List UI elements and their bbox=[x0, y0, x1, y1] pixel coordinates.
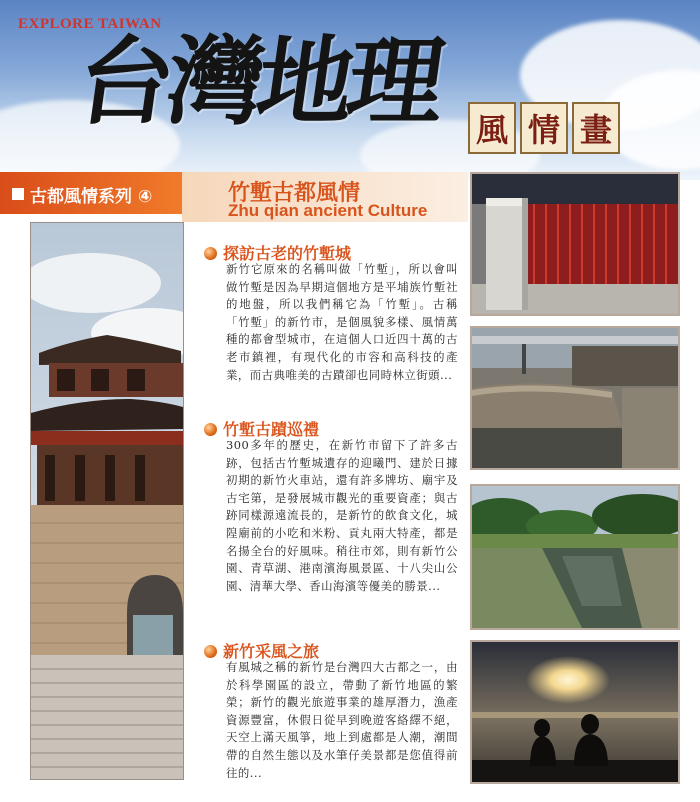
sunset-silhouette-photo bbox=[470, 640, 680, 784]
page-title: 台灣地理 bbox=[70, 25, 447, 138]
brand-label: EXPLORE TAIWAN bbox=[18, 16, 162, 32]
stone-monument-photo bbox=[470, 326, 680, 470]
title-tag-3: 畫 bbox=[572, 102, 620, 154]
section-2-body: 300多年的歷史，在新竹市留下了許多古跡，包括古竹塹城遺存的迎曦門、建於日據初期的新竹火車站，還有許多牌坊、廟宇及古宅第，是發展城市觀光的重要資產；與古跡同樣源遠流長的，是新竹的飲食文化，城隍廟前的小吃和米粉、貢丸兩大特產，都是名揚全台的好風味。稍往市郊，則有新竹公園、青草湖、港南濱海風景區、十八尖山公園、清華大學、香山海濱等優美的勝景... bbox=[226, 438, 458, 593]
title-tags bbox=[468, 102, 620, 154]
subtitle-chinese: 竹塹古都風情 bbox=[228, 181, 361, 206]
section-3-body: 有風城之稱的新竹是台灣四大古都之一，由於科學園區的設立，帶動了新竹地區的繁榮；新竹的觀光旅遊事業的雄厚潛力，漁產資源豐富，休假日從早到晚遊客絡繹不絕，天空上滿天風箏，地上到處都是人潮，潮間帶的自然生態以及水筆仔美景都是您值得前往的... bbox=[226, 660, 458, 780]
section-2-title: 竹塹古蹟巡禮 bbox=[204, 417, 319, 440]
orange-bullet-icon bbox=[204, 247, 217, 260]
title-tag-2: 情 bbox=[520, 102, 568, 154]
temple-gate-photo bbox=[470, 172, 680, 316]
orange-bullet-icon bbox=[204, 645, 217, 658]
series-square-icon bbox=[12, 188, 24, 200]
section-3-title: 新竹采風之旅 bbox=[204, 639, 319, 662]
title-tag-1: 風 bbox=[468, 102, 516, 154]
section-1-title: 探訪古老的竹塹城 bbox=[204, 241, 351, 264]
river-park-photo bbox=[470, 484, 680, 630]
series-label: 古都風情系列 ④ bbox=[30, 187, 153, 207]
section-1-body: 新竹它原來的名稱叫做「竹塹」，所以會叫做竹塹是因為早期這個地方是平埔族竹塹社的地盤，所以我們稱它為「竹塹」。古稱「竹塹」的新竹市，是個風貌多樣、風情萬種的都會型城市，在這個人口近四十萬的古老市鎮裡，有現代化的市容和高科技的產業，而古典唯美的古蹟卻也同時林立街頭... bbox=[226, 262, 458, 382]
city-gate-photo bbox=[30, 222, 184, 780]
subtitle-english: Zhu qian ancient Culture bbox=[228, 201, 428, 220]
orange-bullet-icon bbox=[204, 423, 217, 436]
